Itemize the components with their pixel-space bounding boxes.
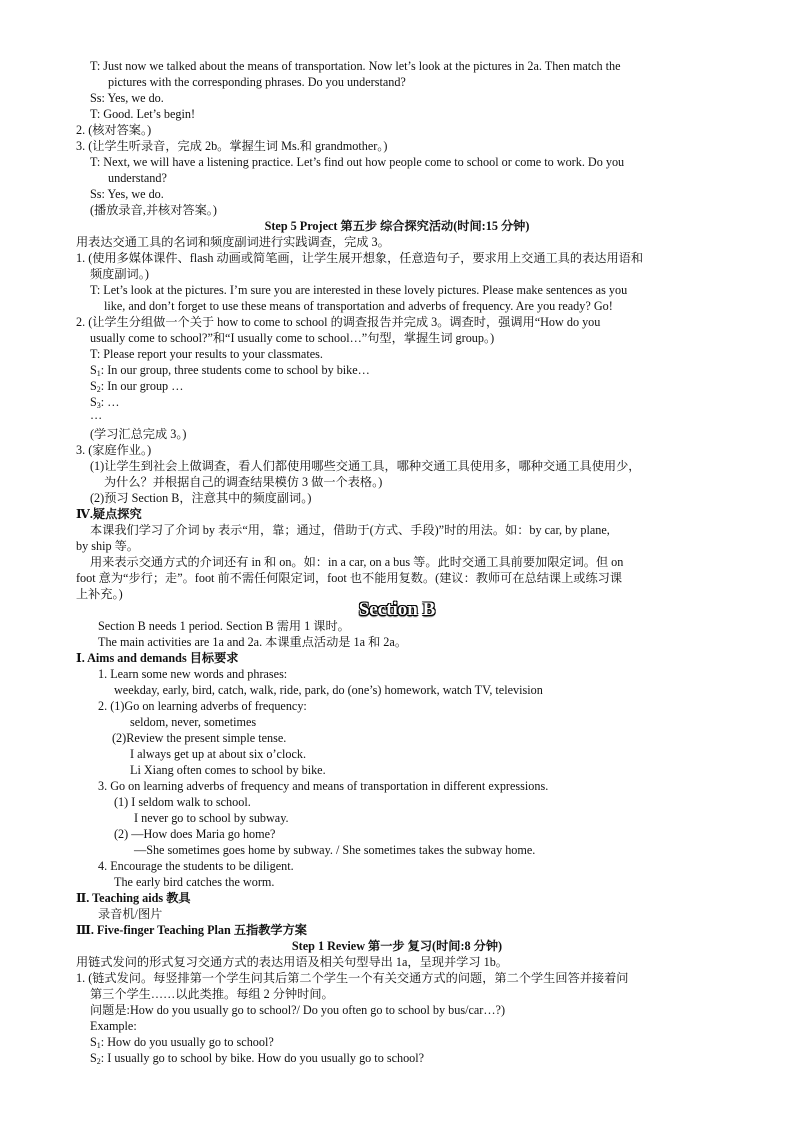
teacher-line: T: Good. Let’s begin! [90,107,195,121]
teacher-line-cont: pictures with the corresponding phrases. Do you understand? [108,75,406,89]
section-b-title: Section B [358,599,436,620]
example-sentence: —She sometimes goes home by subway. / She sometimes takes the subway home. [134,843,536,857]
instruction: (播放录音,并核对答案。) [90,203,217,217]
list-item: 2. (核对答案。) [76,123,152,137]
student-line: $S_3$: … [90,395,120,410]
list-item: 4. Encourage the students to be diligent. [98,859,294,873]
paragraph: Example: [90,1019,137,1033]
word-list: seldom, never, sometimes [130,715,257,729]
list-item: 1. (链式发问。每竖排第一个学生问其后第二个学生一个有关交通方式的问题，第二个学生回答并接着问 [76,971,629,985]
section-heading: Ⅳ.疑点探究 [76,507,142,521]
list-item: 1. Learn some new words and phrases: [98,667,288,681]
list-item: 2. (1)Go on learning adverbs of frequency: [98,699,307,713]
teacher-line-cont: like, and don’t forget to use these means of transportation and adverbs of frequency. Are you ready? Go! [104,299,613,313]
student-line: $S_2$: In our group … [90,379,184,394]
paragraph: 用表达交通工具的名词和频度副词进行实践调查，完成 3。 [76,235,390,249]
homework-item-cont: 为什么？并根据自己的调查结果模仿 3 做一个表格。) [104,475,383,489]
students-line: Ss: Yes, we do. [90,91,164,105]
student-line-text: … [107,395,120,409]
paragraph: The main activities are 1a and 2a. 本课重点活动是 1a 和 2a。 [98,635,408,649]
list-item: 3. Go on learning adverbs of frequency and means of transportation in different expressions. [98,779,549,793]
instruction: (学习汇总完成 3。) [90,427,187,441]
list-item: 3. (家庭作业。) [76,443,152,457]
student-line: $S_2$: I usually go to school by bike. How do you usually go to school? [90,1051,425,1066]
example-sentence: I never go to school by subway. [134,811,289,825]
student-line-text: How do you usually go to school? [107,1035,274,1049]
step1-heading: Step 1 Review 第一步 复习(时间:8 分钟) [291,939,503,953]
paragraph: Section B needs 1 period. Section B 需用 1 课时。 [98,619,350,633]
example-sentence: I always get up at about six o’clock. [130,747,306,761]
paragraph-cont: foot 意为“步行；走”。foot 前不需任何限定词，foot 也不能用复数。(建议：教师可在总结课上或练习课 [76,571,623,585]
example-sentence: Li Xiang often comes to school by bike. [130,763,326,777]
paragraph-cont: by ship 等。 [76,539,139,553]
students-line: Ss: Yes, we do. [90,187,164,201]
teacher-line: T: Next, we will have a listening practice. Let’s find out how people come to school or come to work. Do you [90,155,625,169]
paragraph: 问题是:How do you usually go to school?/ Do you often go to school by bus/car…?) [90,1003,505,1017]
student-line: $S_1$: How do you usually go to school? [90,1035,274,1050]
paragraph: 用来表示交通方式的介词还有 in 和 on。如：in a car, on a bus 等。此时交通工具前要加限定词。但 on [90,555,624,569]
section-heading: Ⅱ. Teaching aids 教具 [76,891,191,905]
example-sentence: (1) I seldom walk to school. [114,795,251,809]
list-item-cont: usually come to school?”和“I usually come to school…”句型，掌握生词 group。) [90,331,495,345]
teacher-line: T: Please report your results to your classmates. [90,347,323,361]
example-sentence: (2) —How does Maria go home? [114,827,276,841]
step5-heading: Step 5 Project 第五步 综合探究活动(时间:15 分钟) [264,219,530,233]
teacher-line: T: Just now we talked about the means of transportation. Now let’s look at the pictures in 2a. Then match the [90,59,621,73]
teacher-line-cont: understand? [108,171,167,185]
list-item: 3. (让学生听录音，完成 2b。掌握生词 Ms.和 grandmother。) [76,139,388,153]
paragraph: 录音机/图片 [98,907,163,921]
list-item: (2)Review the present simple tense. [112,731,287,745]
paragraph: 本课我们学习了介词 by 表示“用，靠；通过，借助于(方式、手段)”时的用法。如：by car, by plane, [90,523,610,537]
student-line-text: In our group, three students come to school by bike… [107,363,370,377]
homework-item: (1)让学生到社会上做调查，看人们都使用哪些交通工具，哪种交通工具使用多，哪种交通工具使用少， [90,459,641,473]
example-sentence: The early bird catches the worm. [114,875,275,889]
list-item: 2. (让学生分组做一个关于 how to come to school 的调查报告并完成 3。调查时，强调用“How do you [76,315,601,329]
teacher-line: T: Let’s look at the pictures. I’m sure you are interested in these lovely pictures. Please make sentences as you [90,283,628,297]
homework-item: (2)预习 Section B，注意其中的频度副词。) [90,491,312,505]
list-item-cont: 频度副词。) [90,267,149,281]
student-line: $S_1$: In our group, three students come to school by bike… [90,363,370,378]
ellipsis: … [90,408,103,422]
section-heading: Ⅰ. Aims and demands 目标要求 [76,651,239,665]
section-heading: Ⅲ. Five-finger Teaching Plan 五指教学方案 [76,923,307,937]
student-line-text: I usually go to school by bike. How do you usually go to school? [107,1051,425,1065]
word-list: weekday, early, bird, catch, walk, ride, park, do (one’s) homework, watch TV, television [114,683,543,697]
student-line-text: In our group … [107,379,184,393]
list-item: 1. (使用多媒体课件、flash 动画或简笔画，让学生展开想象，任意造句子，要求用上交通工具的表达用语和 [76,251,644,265]
paragraph-cont: 上补充。) [76,587,123,601]
paragraph: 用链式发问的形式复习交通方式的表达用语及相关句型导出 1a，呈现并学习 1b。 [76,955,508,969]
list-item-cont: 第三个学生……以此类推。每组 2 分钟时间。 [90,987,334,1001]
